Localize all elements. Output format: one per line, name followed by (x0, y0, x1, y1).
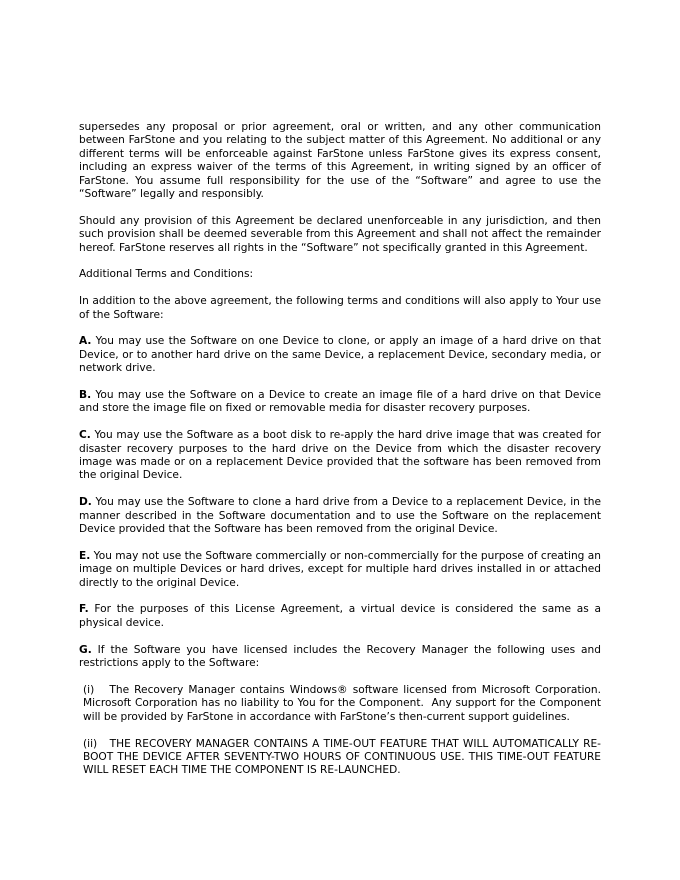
term-f (79, 603, 601, 630)
term-label: C. (79, 429, 91, 442)
term-text: If the Software you have licensed includes the Recovery Manager the following uses and restrictions apply to the Software: (79, 643, 601, 670)
paragraph-text: Should any provision of this Agreement be declared unenforceable in any jurisdiction, and then such provision shall be deemed severable from this Agreement and shall not affect the remainder hereof. FarStone reserves all rights in the “Software” not specifically granted in this Agreement. (79, 214, 601, 254)
term-label: F. (79, 603, 89, 616)
term-text: You may use the Software to clone a hard drive from a Device to a replacement Device, in the manner described in the Software documentation and to use the Software on the replacement Device provided that the Software has been removed from the original Device. (79, 496, 601, 536)
term-e (79, 550, 601, 590)
term-b (79, 389, 601, 416)
term-label: D. (79, 496, 92, 509)
additional-terms-heading (79, 268, 601, 281)
subterm-text: (i) The Recovery Manager contains Windows® software licensed from Microsoft Corporation. Microsoft Corporation has no liability to You for the Component. Any support for the Component will be provided by FarStone in accordance with FarStone’s then-current support guidelines. (83, 683, 605, 723)
term-text: You may use the Software on a Device to create an image file of a hard drive on that Device and store the image file on fixed or removable media for disaster recovery purposes. (79, 389, 601, 415)
paragraph-intro (79, 295, 601, 322)
document-page (79, 121, 605, 791)
term-c (79, 429, 601, 483)
term-text: You may use the Software on one Device to clone, or apply an image of a hard drive on that Device, or to another hard drive on the same Device, a replacement Device, secondary media, or network drive. (79, 335, 601, 375)
term-label: E. (79, 549, 91, 562)
paragraph-supersedes (79, 121, 601, 201)
subterm-text: (ii) THE RECOVERY MANAGER CONTAINS A TIME-OUT FEATURE THAT WILL AUTOMATICALLY RE-BOOT THE DEVICE AFTER SEVENTY-TWO HOURS OF CONTINUOUS USE. THIS TIME-OUT FEATURE WILL RESET EACH TIME THE COMPONENT IS RE-LAUNCHED. (83, 737, 605, 777)
subterm-i (79, 683, 605, 724)
paragraph-text: supersedes any proposal or prior agreement, oral or written, and any other communication between FarStone and you relating to the subject matter of this Agreement. No additional or any different terms will be enforceable against FarStone unless FarStone gives its express consent, including an express waiver of the terms of this Agreement, in writing signed by an officer of FarStone. You assume full responsibility for the use of the “Software” and agree to use the “Software” legally and responsibly. (79, 121, 601, 201)
term-label: B. (79, 389, 92, 402)
term-g (79, 644, 601, 671)
subterm-ii (79, 737, 605, 778)
term-text: You may use the Software as a boot disk to re-apply the hard drive image that was created for disaster recovery purposes to the hard drive on the Device from which the disaster recovery image was made or on a replacement Device provided that the software has been removed from the original Device. (79, 429, 601, 482)
term-text: You may not use the Software commercially or non-commercially for the purpose of creating an image on multiple Devices or hard drives, except for multiple hard drives installed in or attached directly to the original Device. (79, 549, 601, 589)
paragraph-severability (79, 215, 601, 255)
term-a (79, 335, 601, 375)
paragraph-text: In addition to the above agreement, the following terms and conditions will also apply to Your use of the Software: (79, 295, 601, 321)
term-label: G. (79, 643, 92, 656)
term-text: For the purposes of this License Agreement, a virtual device is considered the same as a physical device. (79, 603, 601, 629)
heading-text: Additional Terms and Conditions: (79, 268, 254, 281)
term-d (79, 496, 601, 536)
term-label: A. (79, 335, 92, 348)
